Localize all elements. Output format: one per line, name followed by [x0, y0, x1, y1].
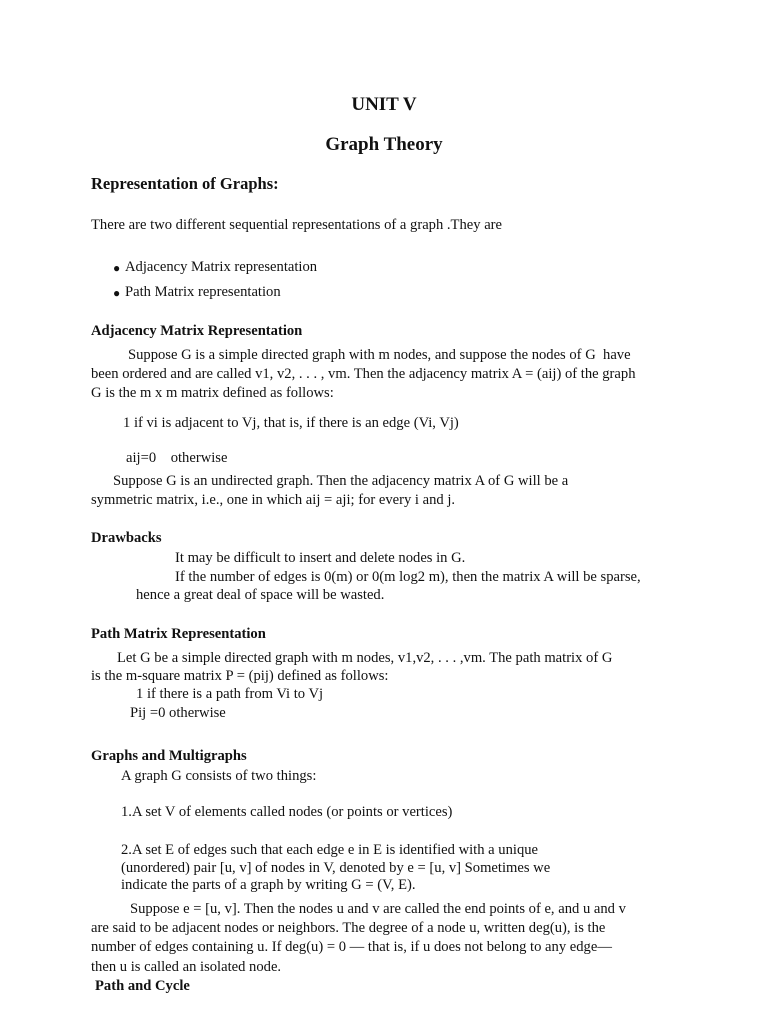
adjacency-paragraph-line: Suppose G is a simple directed graph with m nodes, and suppose the nodes of G have [128, 347, 631, 363]
adjacency-case-2: aij=0 otherwise [126, 450, 228, 466]
multigraphs-item-2-line: (unordered) pair [u, v] of nodes in V, denoted by e = [u, v] Sometimes we [121, 860, 551, 876]
drawbacks-heading: Drawbacks [91, 530, 162, 546]
multigraphs-heading: Graphs and Multigraphs [91, 748, 247, 764]
adjacency-paragraph-line: been ordered and are called v1, v2, . . . , vm. Then the adjacency matrix A = (aij) of the graph [91, 366, 636, 382]
drawback-line: If the number of edges is 0(m) or 0(m log2 m), then the matrix A will be sparse, [175, 569, 641, 585]
undirected-paragraph-line: symmetric matrix, i.e., one in which aij = aji; for every i and j. [91, 492, 456, 508]
drawback-line: It may be difficult to insert and delete nodes in G. [175, 550, 466, 566]
path-cycle-heading: Path and Cycle [95, 978, 190, 994]
drawback-line: hence a great deal of space will be wasted. [136, 587, 385, 603]
endpoints-paragraph-line: number of edges containing u. If deg(u) = 0 — that is, if u does not belong to any edge— [91, 939, 612, 955]
path-matrix-line: is the m-square matrix P = (pij) defined as follows: [91, 668, 389, 684]
multigraphs-intro: A graph G consists of two things: [121, 768, 317, 784]
path-matrix-case-1: 1 if there is a path from Vi to Vj [136, 686, 324, 702]
bullet-icon: ● [113, 286, 121, 300]
bullet-icon: ● [113, 261, 121, 275]
undirected-paragraph-line: Suppose G is an undirected graph. Then the adjacency matrix A of G will be a [113, 473, 569, 489]
adjacency-paragraph-line: G is the m x m matrix defined as follows: [91, 385, 334, 401]
path-matrix-line: Let G be a simple directed graph with m nodes, v1,v2, . . . ,vm. The path matrix of G [117, 650, 613, 666]
endpoints-paragraph-line: then u is called an isolated node. [91, 959, 282, 975]
multigraphs-item-2-line: 2.A set E of edges such that each edge e in E is identified with a unique [121, 842, 539, 858]
multigraphs-item-2-line: indicate the parts of a graph by writing G = (V, E). [121, 877, 416, 893]
adjacency-heading: Adjacency Matrix Representation [91, 323, 303, 339]
endpoints-paragraph-line: are said to be adjacent nodes or neighbors. The degree of a node u, written deg(u), is the [91, 920, 606, 936]
subject-title: Graph Theory [325, 134, 443, 155]
representation-heading: Representation of Graphs: [91, 174, 279, 193]
unit-title: UNIT V [351, 94, 417, 115]
bullet-item: Path Matrix representation [125, 284, 281, 300]
intro-text: There are two different sequential representations of a graph .They are [91, 217, 503, 233]
endpoints-paragraph-line: Suppose e = [u, v]. Then the nodes u and v are called the end points of e, and u and v [130, 901, 626, 917]
adjacency-case-1: 1 if vi is adjacent to Vj, that is, if there is an edge (Vi, Vj) [123, 415, 459, 431]
path-matrix-heading: Path Matrix Representation [91, 626, 266, 642]
bullet-item: Adjacency Matrix representation [125, 259, 318, 275]
path-matrix-case-2: Pij =0 otherwise [130, 705, 226, 721]
multigraphs-item-1: 1.A set V of elements called nodes (or points or vertices) [121, 804, 453, 820]
